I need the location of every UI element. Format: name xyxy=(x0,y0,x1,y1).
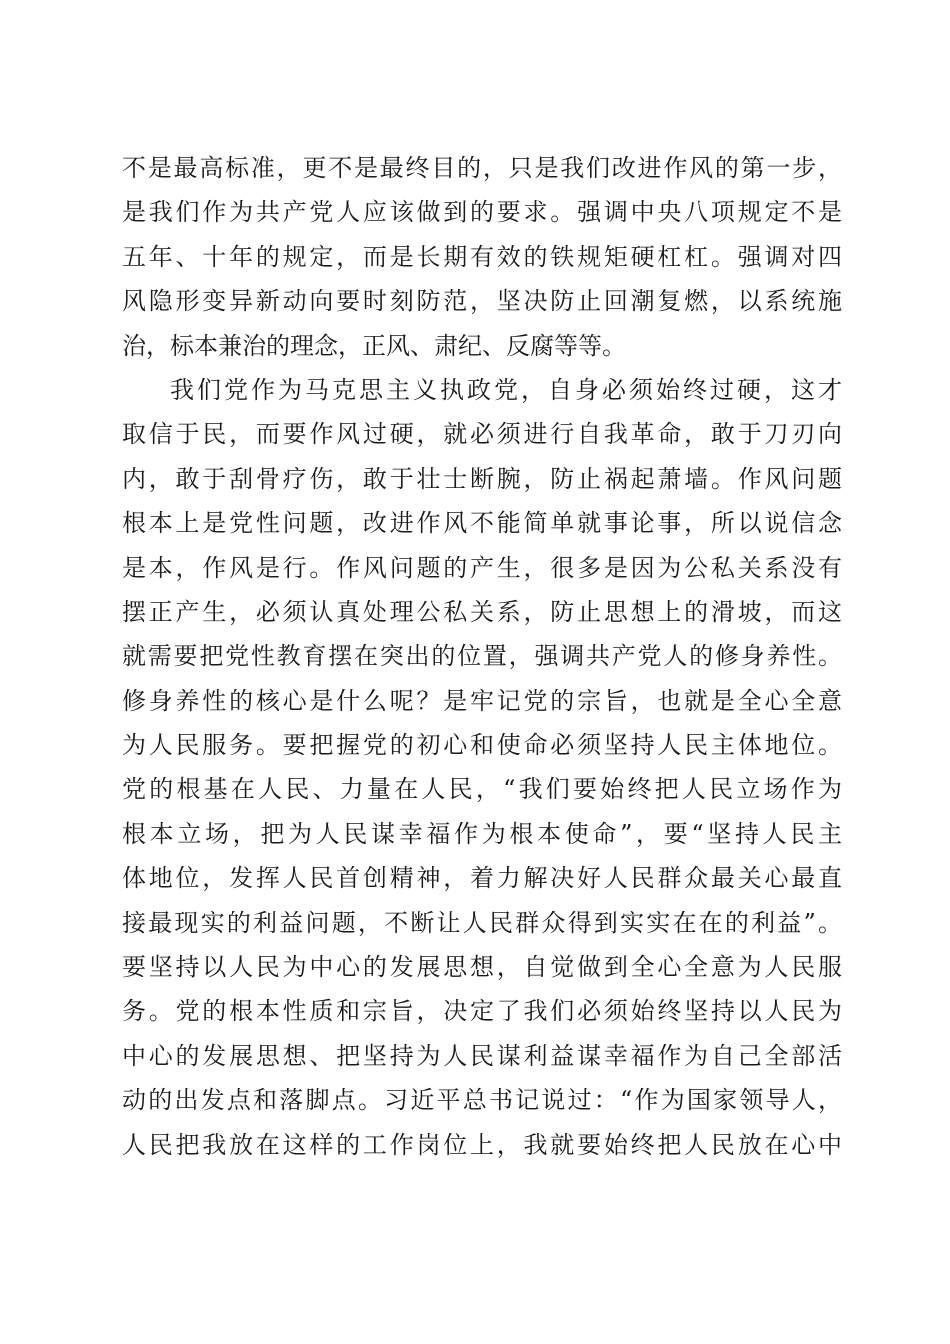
paragraph-line: 就需要把党性教育摆在突出的位置，强调共产党人的修身养性。 xyxy=(122,642,842,671)
paragraph-line: 取信于民，而要作风过硬，就必须进行自我革命，敢于刀刃向 xyxy=(122,420,842,449)
paragraph-line: 接最现实的利益问题，不断让人民群众得到实实在在的利益”。 xyxy=(122,908,842,937)
paragraph-line: 根本立场，把为人民谋幸福作为根本使命”，要“坚持人民主 xyxy=(122,819,842,848)
paragraph-line: 不是最高标准，更不是最终目的，只是我们改进作风的第一步， xyxy=(122,154,842,182)
paragraph-line: 修身养性的核心是什么呢？是牢记党的宗旨，也就是全心全意 xyxy=(122,686,842,715)
paragraph-line: 是本，作风是行。作风问题的产生，很多是因为公私关系没有 xyxy=(122,553,842,582)
paragraph-line: 我们党作为马克思主义执政党，自身必须始终过硬，这才 xyxy=(170,375,842,404)
paragraph-line: 五年、十年的规定，而是长期有效的铁规矩硬杠杠。强调对四 xyxy=(122,242,842,271)
paragraph-line: 根本上是党性问题，改进作风不能简单就事论事，所以说信念 xyxy=(122,509,842,538)
paragraph-line: 摆正产生，必须认真处理公私关系，防止思想上的滑坡，而这 xyxy=(122,597,842,626)
paragraph-line: 人民把我放在这样的工作岗位上，我就要始终把人民放在心中 xyxy=(122,1130,842,1159)
paragraph-line: 内，敢于刮骨疗伤，敢于壮士断腕，防止祸起萧墙。作风问题 xyxy=(122,464,842,493)
paragraph-line: 务。党的根本性质和宗旨，决定了我们必须始终坚持以人民为 xyxy=(122,997,842,1026)
paragraph-line: 要坚持以人民为中心的发展思想，自觉做到全心全意为人民服 xyxy=(122,953,842,982)
paragraph-line: 动的出发点和落脚点。习近平总书记说过：“作为国家领导人， xyxy=(122,1086,842,1115)
paragraph-line: 为人民服务。要把握党的初心和使命必须坚持人民主体地位。 xyxy=(122,731,842,760)
paragraph-line: 党的根基在人民、力量在人民，“我们要始终把人民立场作为 xyxy=(122,775,842,804)
paragraph-line: 体地位，发挥人民首创精神，着力解决好人民群众最关心最直 xyxy=(122,864,842,893)
paragraph-line: 风隐形变异新动向要时刻防范，坚决防止回潮复燃，以系统施 xyxy=(122,287,842,316)
paragraph-line: 中心的发展思想、把坚持为人民谋利益谋幸福作为自己全部活 xyxy=(122,1041,842,1070)
paragraph-1 xyxy=(122,146,842,368)
document-body xyxy=(122,146,842,1167)
paragraph-2 xyxy=(122,368,842,1167)
paragraph-line: 治，标本兼治的理念，正风、肃纪、反腐等等。 xyxy=(122,331,626,360)
paragraph-line: 是我们作为共产党人应该做到的要求。强调中央八项规定不是 xyxy=(122,198,842,227)
